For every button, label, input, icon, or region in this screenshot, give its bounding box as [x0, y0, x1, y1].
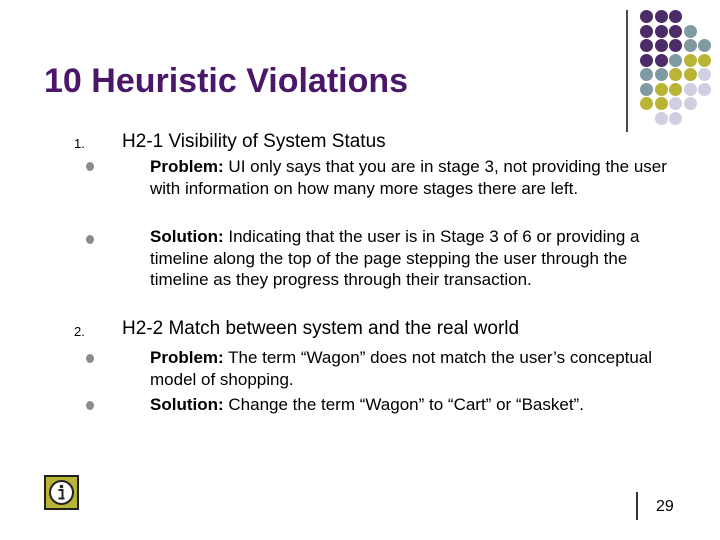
decorative-dot: [698, 39, 711, 52]
decorative-dot: [698, 68, 711, 81]
decorative-dot: [640, 83, 653, 96]
decorative-dot: [655, 112, 668, 125]
solution-text: [150, 226, 690, 291]
point-text: UI only says that you are in stage 3, not providing the user with information on how many more stages there are left.: [150, 157, 667, 198]
bullet-dot: [86, 235, 94, 244]
info-button[interactable]: [44, 475, 79, 510]
decorative-dot: [669, 25, 682, 38]
decorative-dot: [640, 25, 653, 38]
bullet-dot: [86, 354, 94, 363]
point-label: Solution:: [150, 227, 224, 246]
bullet-dot: [86, 162, 94, 171]
point-text: Change the term “Wagon” to “Cart” or “Basket”.: [223, 395, 584, 414]
decorative-dot: [669, 83, 682, 96]
problem-text: [150, 347, 690, 390]
divider-line-top: [626, 10, 628, 132]
decorative-dot: [684, 83, 697, 96]
decorative-dot: [640, 39, 653, 52]
point-label: Solution:: [150, 395, 224, 414]
decorative-dot: [655, 97, 668, 110]
bullet-dot: [86, 401, 94, 410]
decorative-dot: [669, 97, 682, 110]
decorative-dot: [684, 54, 697, 67]
decorative-dot: [684, 39, 697, 52]
divider-line-bottom: [636, 492, 638, 520]
decorative-dot: [655, 25, 668, 38]
decorative-dot-grid: [640, 10, 710, 122]
decorative-dot: [655, 54, 668, 67]
slide-title: 10 Heuristic Violations: [44, 62, 409, 100]
decorative-dot: [655, 10, 668, 23]
decorative-dot: [640, 54, 653, 67]
problem-text: [150, 156, 690, 199]
decorative-dot: [655, 68, 668, 81]
decorative-dot: [698, 54, 711, 67]
item-heading: H2-1 Visibility of System Status: [122, 131, 386, 152]
page-number: 29: [656, 498, 674, 515]
decorative-dot: [698, 83, 711, 96]
decorative-dot: [669, 39, 682, 52]
decorative-dot: [669, 112, 682, 125]
item-number: 1.: [74, 136, 85, 151]
decorative-dot: [640, 68, 653, 81]
point-label: Problem:: [150, 157, 224, 176]
item-number: 2.: [74, 324, 85, 339]
decorative-dot: [640, 10, 653, 23]
solution-text: [150, 394, 690, 416]
decorative-dot: [655, 83, 668, 96]
item-heading: H2-2 Match between system and the real world: [122, 318, 520, 339]
decorative-dot: [655, 39, 668, 52]
point-text: The term “Wagon” does not match the user’s conceptual model of shopping.: [150, 348, 653, 389]
point-label: Problem:: [150, 348, 224, 367]
decorative-dot: [684, 97, 697, 110]
decorative-dot: [640, 97, 653, 110]
decorative-dot: [684, 68, 697, 81]
decorative-dot: [684, 25, 697, 38]
decorative-dot: [669, 10, 682, 23]
decorative-dot: [669, 68, 682, 81]
decorative-dot: [669, 54, 682, 67]
point-text: Indicating that the user is in Stage 3 of 6 or providing a timeline along the top of the page stepping the user through the timeline as they progress through their transaction.: [150, 227, 640, 290]
info-icon: [46, 477, 77, 508]
